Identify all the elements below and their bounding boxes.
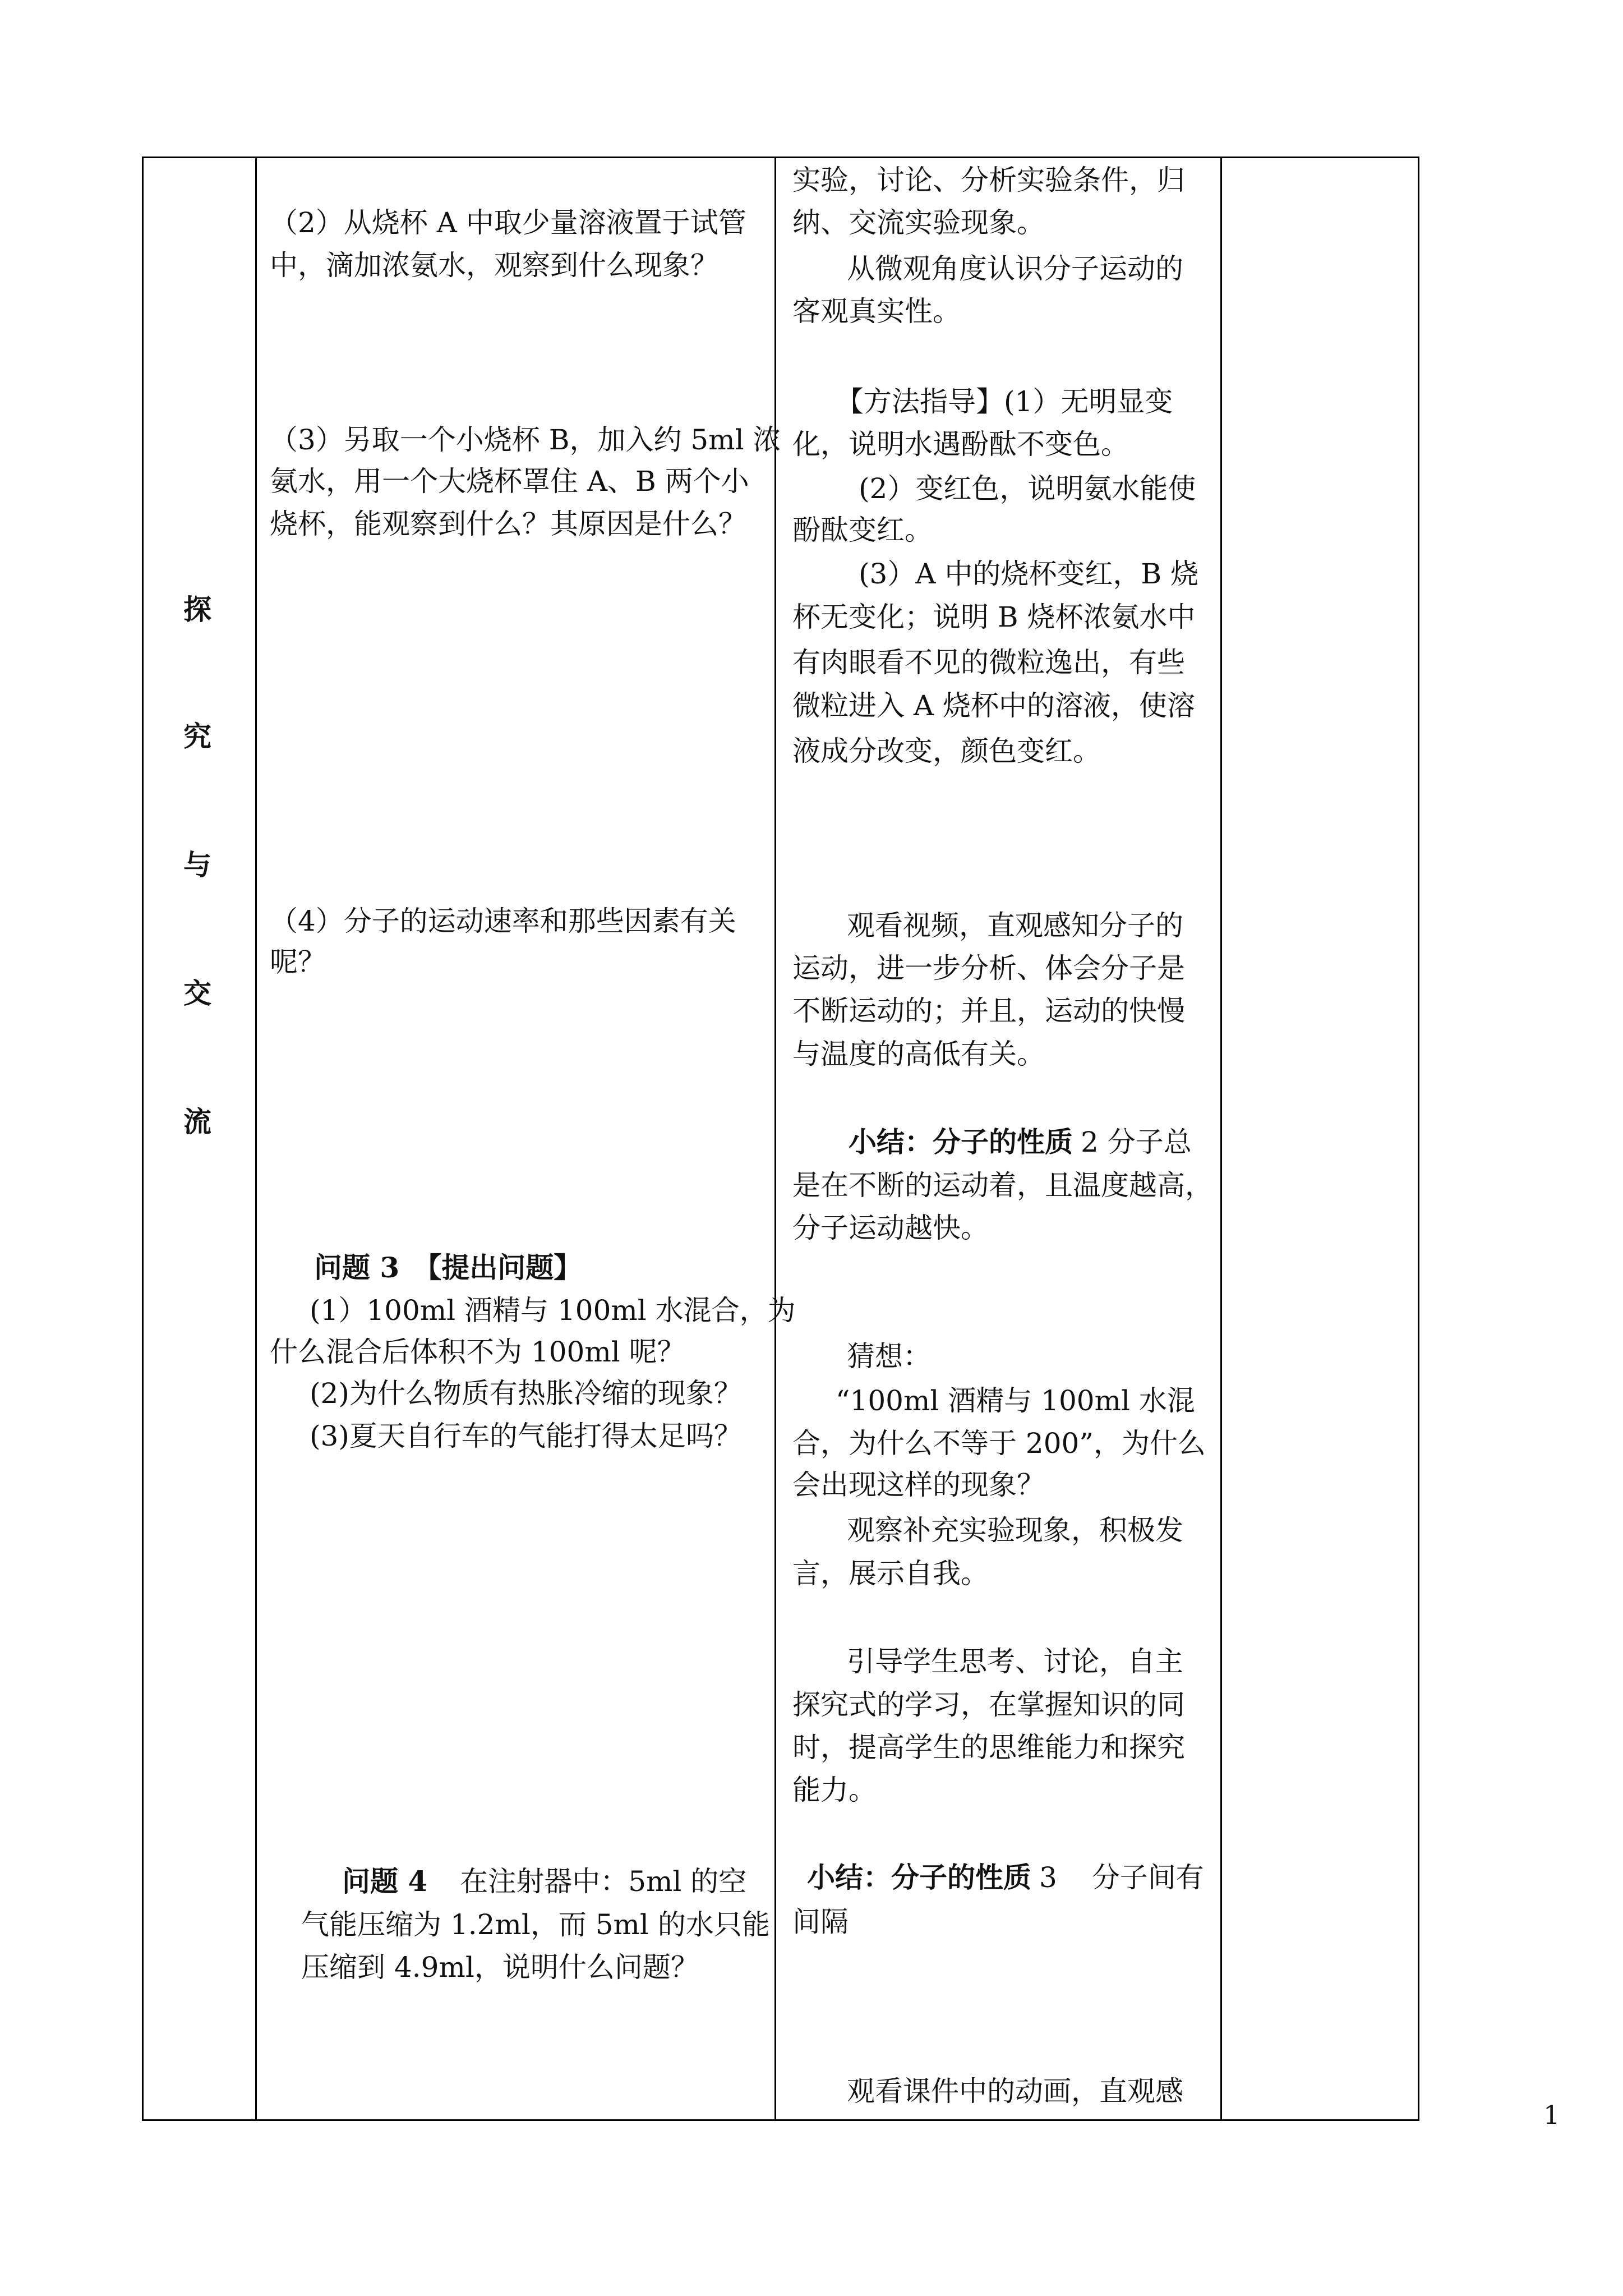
activity-text-line: 酚酞变红。	[792, 514, 933, 546]
activity-text-line: 间隔	[792, 1906, 849, 1938]
activity-text-line: 客观真实性。	[792, 295, 961, 328]
page-number: 1	[1543, 2100, 1560, 2130]
summary-3-label: 小结：分子的性质	[807, 1861, 1031, 1894]
section-label-char: 探	[183, 593, 211, 626]
activity-text-line: 合，为什么不等于 200”，为什么	[792, 1427, 1206, 1460]
problem-3-line: (3)夏天自行车的气能打得太足吗？	[310, 1420, 742, 1452]
problem-4-text: 在注射器中：5ml 的空	[460, 1865, 747, 1898]
activity-text-line: 不断运动的；并且，运动的快慢	[792, 995, 1185, 1027]
problem-4-line: 压缩到 4.9ml，说明什么问题？	[301, 1951, 699, 1984]
section-label-char: 究	[183, 720, 211, 753]
column-divider	[1220, 157, 1222, 2121]
activity-text-line: 【方法指导】(1）无明显变	[836, 385, 1173, 418]
section-label-char: 与	[183, 848, 211, 881]
question-text-line: 呢？	[270, 946, 326, 978]
summary-3-number: 3	[1039, 1861, 1057, 1894]
activity-text-line: 探究式的学习，在掌握知识的同	[792, 1688, 1185, 1721]
activity-text-line: 纳、交流实验现象。	[792, 206, 1045, 239]
activity-text-line: 从微观角度认识分子运动的	[847, 252, 1183, 285]
activity-text-line: 引导学生思考、讨论，自主	[847, 1645, 1183, 1678]
activity-text-line: 化，说明水遇酚酞不变色。	[792, 428, 1129, 461]
problem-3-line: 什么混合后体积不为 100ml 呢？	[270, 1336, 685, 1368]
activity-text-line: 液成分改变，颜色变红。	[792, 735, 1101, 767]
activity-text-line: (3）A 中的烧杯变红，B 烧	[859, 558, 1198, 590]
problem-4-line: 气能压缩为 1.2ml，而 5ml 的水只能	[301, 1908, 770, 1941]
summary-2-label: 小结：分子的性质	[849, 1125, 1073, 1158]
summary-3-text: 分子间有	[1091, 1861, 1204, 1894]
activity-text-line: 实验，讨论、分析实验条件，归	[792, 164, 1185, 196]
summary-2-line	[849, 1127, 1192, 1157]
question-text-line: 氨水，用一个大烧杯罩住 A、B 两个小	[270, 465, 749, 498]
activity-text-line: “100ml 酒精与 100ml 水混	[836, 1384, 1195, 1417]
activity-text-line: 是在不断的运动着，且温度越高，	[792, 1169, 1213, 1202]
activity-text-line: 观看课件中的动画，直观感	[847, 2075, 1183, 2108]
question-text-line: 烧杯，能观察到什么？其原因是什么？	[270, 508, 746, 540]
section-label-char: 流	[183, 1105, 211, 1138]
activity-text-line: 猜想：	[847, 1340, 931, 1373]
activity-text-line: 微粒进入 A 烧杯中的溶液，使溶	[792, 689, 1195, 722]
question-text-line: 中，滴加浓氨水，观察到什么现象？	[270, 249, 718, 282]
activity-text-line: 观察补充实验现象，积极发	[847, 1514, 1183, 1547]
column-divider	[255, 157, 257, 2121]
section-label-char: 交	[183, 977, 211, 1010]
activity-text-line: 能力。	[792, 1774, 877, 1806]
problem-4-first-line	[342, 1866, 746, 1897]
summary-3-line	[807, 1862, 1204, 1893]
summary-2-text: 2 分子总	[1081, 1126, 1192, 1158]
question-text-line: （3）另取一个小烧杯 B，加入约 5ml 浓	[270, 424, 781, 456]
activity-text-line: 杯无变化；说明 B 烧杯浓氨水中	[792, 601, 1196, 633]
activity-text-line: 分子运动越快。	[792, 1212, 989, 1244]
problem-4-label: 问题 4	[342, 1865, 428, 1898]
activity-text-line: 观看视频，直观感知分子的	[847, 909, 1183, 942]
activity-text-line: 运动，进一步分析、体会分子是	[792, 952, 1185, 984]
question-text-line: （4）分子的运动速率和那些因素有关	[270, 905, 736, 937]
activity-text-line: 时，提高学生的思维能力和探究	[792, 1731, 1185, 1764]
problem-3-title: 问题 3 【提出问题】	[314, 1251, 582, 1284]
activity-text-line: 与温度的高低有关。	[792, 1038, 1045, 1070]
activity-text-line: (2）变红色，说明氨水能使	[859, 472, 1196, 505]
activity-text-line: 有肉眼看不见的微粒逸出，有些	[792, 646, 1185, 679]
activity-text-line: 会出现这样的现象？	[792, 1469, 1045, 1501]
activity-text-line: 言，展示自我。	[792, 1557, 989, 1590]
problem-3-line: (2)为什么物质有热胀冷缩的现象？	[310, 1377, 742, 1410]
problem-3-line: (1）100ml 酒精与 100ml 水混合，为	[310, 1294, 796, 1327]
question-text-line: （2）从烧杯 A 中取少量溶液置于试管	[270, 206, 746, 239]
